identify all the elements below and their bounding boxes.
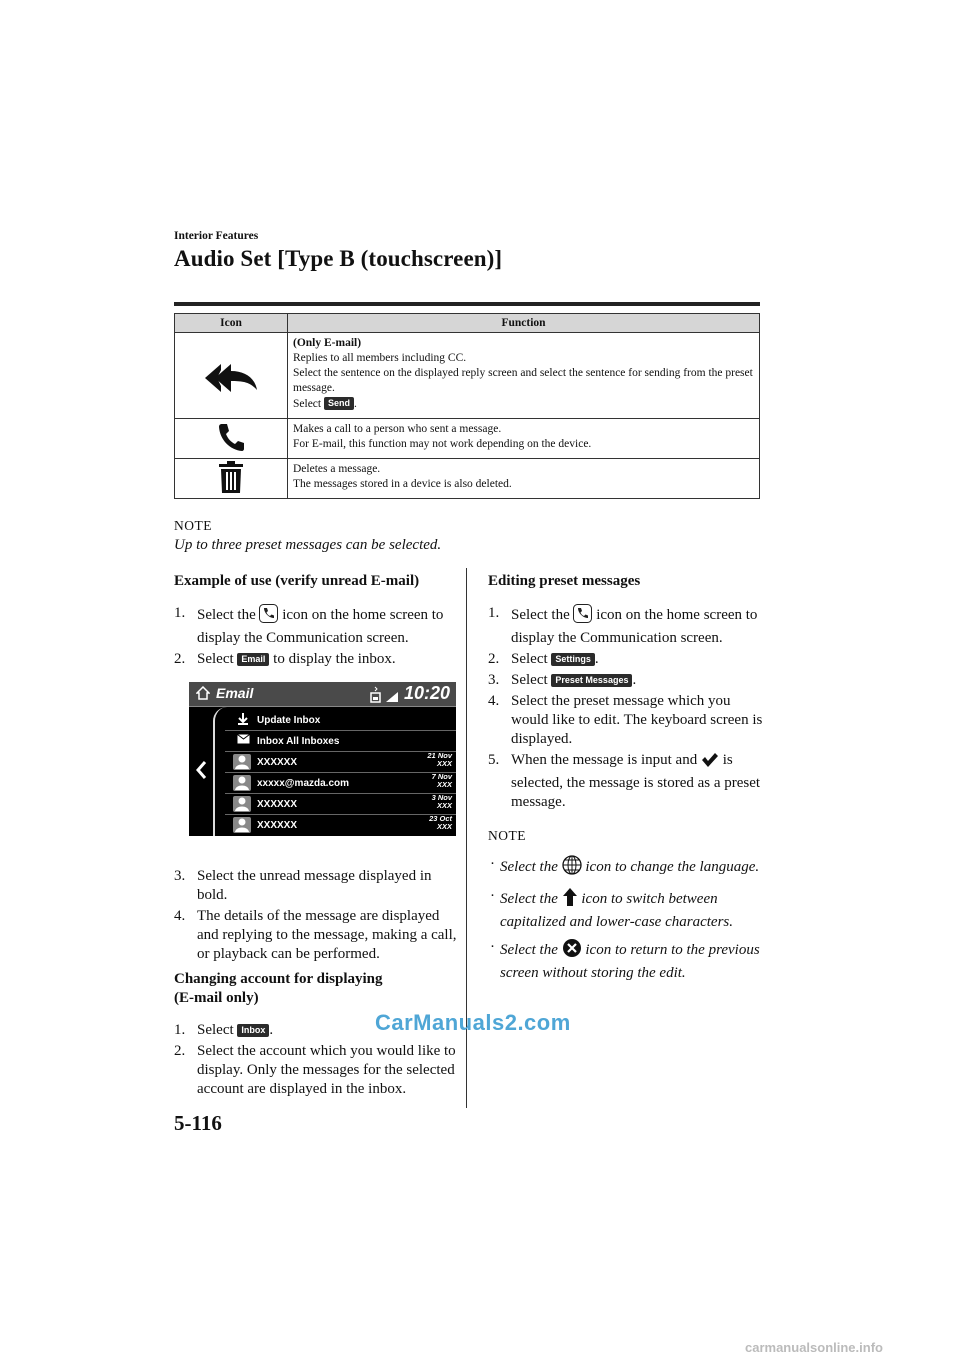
email-button-image: Email xyxy=(237,653,269,666)
step-number: 3. xyxy=(174,868,186,884)
download-icon xyxy=(237,713,249,728)
contact-icon xyxy=(233,775,251,791)
list-item xyxy=(225,794,456,815)
reply-all-icon xyxy=(175,333,288,419)
step-text: icon on the home screen to display the Communication screen. xyxy=(511,607,758,646)
step-text: Select the preset message which you would like to edit. The keyboard screen is displayed. xyxy=(511,693,763,747)
screen-clock: 10:20 xyxy=(403,683,450,703)
row-date xyxy=(432,794,452,810)
example-heading: Example of use (verify unread E-mail) xyxy=(174,573,420,589)
communication-icon xyxy=(259,604,278,629)
table-header-row xyxy=(175,314,760,333)
step-item xyxy=(488,604,763,648)
bluetooth-battery-icon xyxy=(370,686,402,709)
list-item xyxy=(225,710,456,731)
step-number: 1. xyxy=(488,605,500,621)
step-item xyxy=(488,671,763,690)
row-date xyxy=(432,773,452,789)
step-item xyxy=(488,692,763,749)
row-label: Update Inbox xyxy=(257,715,321,726)
checkmark-icon xyxy=(701,752,719,774)
function-text: Deletes a message. xyxy=(293,463,381,475)
step-item xyxy=(174,650,459,669)
step-number: 2. xyxy=(488,651,500,667)
date-day: 23 Oct xyxy=(429,814,452,823)
col-header-icon: Icon xyxy=(175,314,288,333)
step-text: Select the xyxy=(511,607,570,623)
step-number: 1. xyxy=(174,1022,186,1038)
row-label: XXXXXX xyxy=(257,757,298,768)
bullet-text: Select the xyxy=(500,859,558,875)
changing-account-heading xyxy=(174,970,459,1008)
function-text: The messages stored in a device is also deleted. xyxy=(293,478,512,490)
step-text: Select xyxy=(511,651,548,667)
step-number: 2. xyxy=(174,651,186,667)
call-description xyxy=(288,419,760,459)
step-number: 1. xyxy=(174,605,186,621)
envelope-icon xyxy=(237,734,250,747)
send-button-image: Send xyxy=(324,397,354,410)
row-label: xxxxx@mazda.com xyxy=(257,778,350,789)
note-body: Up to three preset messages can be selected. xyxy=(174,537,442,553)
watermark-footer: carmanualsonline.info xyxy=(745,1340,883,1355)
step-item xyxy=(174,604,459,648)
table-row xyxy=(175,419,760,459)
step-item xyxy=(174,1042,459,1099)
page-title: Audio Set [Type B (touchscreen)] xyxy=(174,246,503,271)
editing-heading: Editing preset messages xyxy=(488,573,641,589)
communication-icon xyxy=(573,604,592,629)
function-text: Makes a call to a person who sent a message. xyxy=(293,423,502,435)
note-heading: NOTE xyxy=(488,828,526,843)
date-time: XXX xyxy=(436,822,452,831)
reply-all-description xyxy=(288,333,760,419)
bullet-text: icon to switch between capitalized and lower-case characters. xyxy=(500,891,733,930)
function-table xyxy=(174,313,760,499)
screen-topbar xyxy=(189,682,456,707)
step-number: 3. xyxy=(488,672,500,688)
heading-line: Changing account for displaying xyxy=(174,971,383,987)
function-text: For E-mail, this function may not work depending on the device. xyxy=(293,438,592,450)
step-text: Select the account which you would like to display. Only the messages for the selected account are displayed in the inbox. xyxy=(197,1043,456,1097)
heading-line: (E-mail only) xyxy=(174,990,259,1006)
step-item xyxy=(488,751,763,812)
step-item xyxy=(174,867,459,905)
list-item xyxy=(225,815,456,835)
contact-icon xyxy=(233,817,251,833)
phone-icon xyxy=(175,419,288,459)
email-screen-image xyxy=(189,682,456,836)
screen-title: Email xyxy=(216,685,254,701)
date-day: 21 Nov xyxy=(427,751,452,760)
step-text: Select the unread message displayed in bold. xyxy=(197,868,432,903)
inbox-button-image: Inbox xyxy=(237,1024,269,1037)
step-number: 5. xyxy=(488,752,500,768)
contact-icon xyxy=(233,796,251,812)
date-time: XXX xyxy=(436,780,452,789)
settings-button-image: Settings xyxy=(551,653,595,666)
function-text: Replies to all members including CC. xyxy=(293,352,467,364)
watermark-logo: CarManuals2.com xyxy=(375,1010,571,1035)
inbox-panel xyxy=(213,707,456,836)
cancel-x-icon xyxy=(562,938,582,964)
note-bullet: · Select the icon to return to the previous screen without storing the edit. xyxy=(490,939,760,981)
step-text: When the message is input and xyxy=(511,752,698,768)
list-item xyxy=(225,731,456,752)
back-chevron-icon xyxy=(195,760,207,785)
step-item xyxy=(488,650,763,669)
delete-description xyxy=(288,459,760,499)
step-text: Select xyxy=(197,651,234,667)
bullet-text: icon to change the language. xyxy=(585,859,760,875)
select-suffix: . xyxy=(354,398,357,410)
home-icon xyxy=(196,686,210,705)
function-text: Select the sentence on the displayed reply screen and select the sentence for sending from the preset message. xyxy=(293,367,753,394)
row-label: XXXXXX xyxy=(257,799,298,810)
list-item xyxy=(225,773,456,794)
date-day: 7 Nov xyxy=(431,772,452,781)
shift-arrow-icon xyxy=(562,887,578,913)
step-number: 4. xyxy=(488,693,500,709)
step-text: icon on the home screen to display the Communication screen. xyxy=(197,607,444,646)
contact-icon xyxy=(233,754,251,770)
section-label: Interior Features xyxy=(174,230,259,242)
row-label: Inbox All Inboxes xyxy=(257,736,340,747)
col-header-function: Function xyxy=(288,314,760,333)
bullet-text: icon to return to the previous screen without storing the edit. xyxy=(500,942,760,981)
list-item xyxy=(225,752,456,773)
step-text: . xyxy=(594,651,599,667)
note-bullet: · Select the icon to switch between capitalized and lower-case characters. xyxy=(490,888,733,930)
step-text: . xyxy=(269,1022,274,1038)
step-text: Select the xyxy=(197,607,256,623)
step-number: 4. xyxy=(174,908,186,924)
select-prefix: Select xyxy=(293,398,322,410)
row-date xyxy=(427,752,452,768)
step-text: Select xyxy=(197,1022,234,1038)
step-text: . xyxy=(632,672,637,688)
date-time: XXX xyxy=(436,801,452,810)
row-date xyxy=(429,815,452,831)
bullet-text: Select the xyxy=(500,891,558,907)
note-bullet: · Select the icon to change the language. xyxy=(488,855,763,881)
table-row xyxy=(175,333,760,419)
date-day: 3 Nov xyxy=(431,793,452,802)
trash-icon xyxy=(175,459,288,499)
step-item xyxy=(174,907,459,964)
step-text: The details of the message are displayed and replying to the message, making a call, or playback can be performed. xyxy=(197,908,457,962)
date-time: XXX xyxy=(436,759,452,768)
right-column xyxy=(488,572,763,989)
bullet-text: Select the xyxy=(500,942,558,958)
step-text: to display the inbox. xyxy=(273,651,396,667)
only-email-label: (Only E-mail) xyxy=(293,337,362,349)
step-text: Select xyxy=(511,672,548,688)
step-number: 2. xyxy=(174,1043,186,1059)
title-rule xyxy=(174,302,760,306)
table-row xyxy=(175,459,760,499)
preset-messages-button-image: Preset Messages xyxy=(551,674,632,687)
row-label: XXXXXX xyxy=(257,820,298,831)
note-heading: NOTE xyxy=(174,518,212,533)
select-send-line xyxy=(293,397,754,412)
step-text: is selected, the message is stored as a preset message. xyxy=(511,752,761,810)
globe-icon xyxy=(562,855,582,881)
page-number: 5-116 xyxy=(174,1111,222,1135)
